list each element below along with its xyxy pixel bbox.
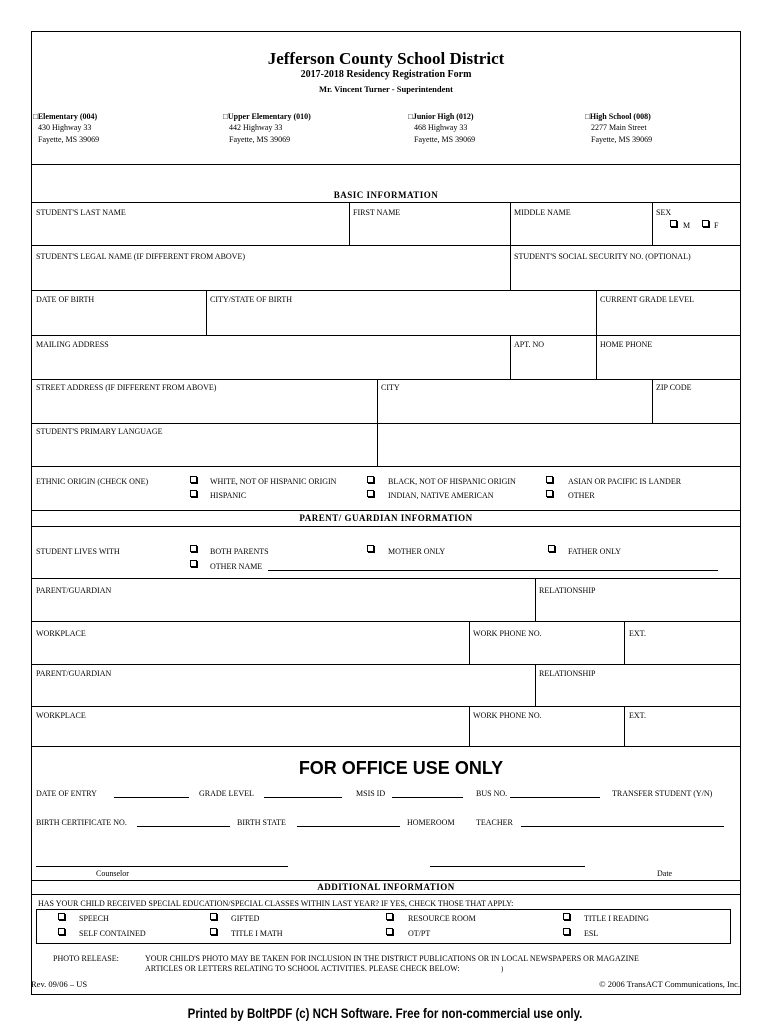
speech-label: SPEECH: [79, 914, 109, 923]
col-line: [596, 290, 597, 335]
title1-reading-checkbox[interactable]: [563, 913, 570, 920]
ethnic-label: ETHNIC ORIGIN (CHECK ONE): [36, 477, 149, 486]
sex-f-label: F: [714, 221, 719, 230]
title1-math-label: TITLE I MATH: [231, 929, 283, 938]
speech-checkbox[interactable]: [58, 913, 65, 920]
checkbox-icon[interactable]: □: [585, 112, 590, 121]
photo-release-label: PHOTO RELEASE:: [53, 954, 119, 963]
both-parents-label: BOTH PARENTS: [210, 547, 269, 556]
col-line: [469, 706, 470, 746]
printed-by-watermark: Printed by BoltPDF (c) NCH Software. Free for non-commercial use only.: [187, 1005, 583, 1021]
col-line: [510, 202, 511, 245]
row-line: [31, 510, 741, 511]
row-line: [31, 706, 741, 707]
ssn-label: STUDENT'S SOCIAL SECURITY NO. (OPTIONAL): [514, 252, 691, 261]
date-line[interactable]: [430, 866, 585, 867]
work-phone1-label: WORK PHONE NO.: [473, 629, 542, 638]
middle-name-label: MIDDLE NAME: [514, 208, 571, 217]
father-only-label: FATHER ONLY: [568, 547, 622, 556]
relationship2-label: RELATIONSHIP: [539, 669, 596, 678]
col-line: [510, 245, 511, 290]
row-line: [31, 245, 741, 246]
checkbox-icon[interactable]: □: [33, 112, 38, 121]
row-line: [31, 335, 741, 336]
home-phone-label: HOME PHONE: [600, 340, 653, 349]
ethnic-white-checkbox[interactable]: [190, 476, 197, 483]
other-name-label: OTHER NAME: [210, 562, 263, 571]
last-name-label: STUDENT'S LAST NAME: [36, 208, 126, 217]
row-line: [31, 621, 741, 622]
ext1-label: EXT.: [629, 629, 646, 638]
col-line: [469, 621, 470, 664]
row-line: [31, 423, 741, 424]
row-line: [31, 466, 741, 467]
grade-level-label: GRADE LEVEL: [199, 789, 254, 798]
row-line: [31, 526, 741, 527]
revision: Rev. 09/06 – US: [31, 979, 88, 989]
first-name-label: FIRST NAME: [353, 208, 401, 217]
mother-only-label: MOTHER ONLY: [388, 547, 446, 556]
workplace2-label: WORKPLACE: [36, 711, 86, 720]
row-line: [31, 746, 741, 747]
district-title: Jefferson County School District: [267, 49, 505, 68]
teacher-label: TEACHER: [476, 818, 513, 827]
birth-cert-field[interactable]: [137, 826, 230, 827]
row-line: [31, 894, 741, 895]
birth-state-field[interactable]: [297, 826, 400, 827]
counselor-line[interactable]: [36, 866, 288, 867]
checkbox-icon[interactable]: □: [223, 112, 228, 121]
msis-field[interactable]: [392, 797, 463, 798]
additional-title: ADDITIONAL INFORMATION: [317, 882, 455, 892]
office-title: FOR OFFICE USE ONLY: [298, 758, 504, 778]
col-line: [624, 706, 625, 746]
workplace1-label: WORKPLACE: [36, 629, 86, 638]
sex-label: SEX: [656, 208, 672, 217]
superintendent: Mr. Vincent Turner - Superintendent: [319, 84, 453, 94]
sex-f-checkbox[interactable]: [702, 220, 709, 227]
row-line: [31, 880, 741, 881]
msis-label: MSIS ID: [356, 789, 386, 798]
photo-release-text-2: ARTICLES OR LETTERS RELATING TO SCHOOL ACTIVITIES. PLEASE CHECK BELOW:: [145, 964, 460, 973]
ot-pt-checkbox[interactable]: [386, 928, 393, 935]
teacher-field[interactable]: [521, 826, 724, 827]
relationship1-label: RELATIONSHIP: [539, 586, 596, 595]
sex-m-checkbox[interactable]: [670, 220, 677, 227]
form-title: 2017-2018 Residency Registration Form: [300, 69, 472, 80]
gifted-checkbox[interactable]: [210, 913, 217, 920]
birth-state-label: BIRTH STATE: [237, 818, 286, 827]
row-line: [31, 202, 741, 203]
col-line: [349, 202, 350, 245]
ethnic-other-label: OTHER: [568, 491, 595, 500]
col-line: [652, 202, 653, 245]
other-name-field[interactable]: [268, 570, 718, 571]
date-label: Date: [657, 869, 673, 878]
row-line: [31, 664, 741, 665]
ethnic-hispanic-label: HISPANIC: [210, 491, 247, 500]
col-line: [624, 621, 625, 664]
col-line: [206, 290, 207, 335]
row-line: [31, 379, 741, 380]
grade-level-field[interactable]: [264, 797, 342, 798]
ethnic-other-checkbox[interactable]: [546, 490, 553, 497]
ethnic-indian-label: INDIAN, NATIVE AMERICAN: [388, 491, 494, 500]
counselor-label: Counselor: [96, 869, 129, 878]
col-line: [596, 335, 597, 379]
other-name-checkbox[interactable]: [190, 560, 197, 567]
zip-label: ZIP CODE: [656, 383, 692, 392]
self-contained-checkbox[interactable]: [58, 928, 65, 935]
photo-release-checkmark[interactable]: ): [501, 965, 504, 973]
checkbox-icon[interactable]: □: [408, 112, 413, 121]
homeroom-label: HOMEROOM: [407, 818, 455, 827]
birth-cert-label: BIRTH CERTIFICATE NO.: [36, 818, 127, 827]
date-entry-label: DATE OF ENTRY: [36, 789, 97, 798]
grade-label: CURRENT GRADE LEVEL: [600, 295, 695, 304]
bus-field[interactable]: [510, 797, 600, 798]
row-line: [31, 578, 741, 579]
parent-info-title: PARENT/ GUARDIAN INFORMATION: [299, 513, 473, 523]
apt-label: APT. NO: [514, 340, 545, 349]
language-label: STUDENT'S PRIMARY LANGUAGE: [36, 427, 163, 436]
work-phone2-label: WORK PHONE NO.: [473, 711, 542, 720]
date-entry-field[interactable]: [114, 797, 189, 798]
transfer-label: TRANSFER STUDENT (Y/N): [612, 789, 713, 798]
copyright: © 2006 TransACT Communications, Inc.: [599, 979, 740, 989]
ethnic-asian-checkbox[interactable]: [546, 476, 553, 483]
esl-checkbox[interactable]: [563, 928, 570, 935]
col-line: [535, 578, 536, 621]
ot-pt-label: OT/PT: [408, 929, 431, 938]
resource-room-checkbox[interactable]: [386, 913, 393, 920]
city-label: CITY: [381, 383, 400, 392]
dob-label: DATE OF BIRTH: [36, 295, 95, 304]
sex-m-label: M: [683, 221, 691, 230]
resource-room-label: RESOURCE ROOM: [408, 914, 476, 923]
basic-info-title: BASIC INFORMATION: [333, 190, 439, 200]
ethnic-black-label: BLACK, NOT OF HISPANIC ORIGIN: [388, 477, 516, 486]
col-line: [652, 379, 653, 423]
ethnic-indian-checkbox[interactable]: [367, 490, 374, 497]
header-divider: [31, 164, 741, 165]
street-label: STREET ADDRESS (IF DIFFERENT FROM ABOVE): [36, 383, 217, 392]
lives-with-label: STUDENT LIVES WITH: [36, 547, 120, 556]
ext2-label: EXT.: [629, 711, 646, 720]
bus-label: BUS NO.: [476, 789, 508, 798]
ethnic-black-checkbox[interactable]: [367, 476, 374, 483]
birth-city-label: CITY/STATE OF BIRTH: [210, 295, 292, 304]
col-line: [535, 664, 536, 706]
ethnic-white-label: WHITE, NOT OF HISPANIC ORIGIN: [210, 477, 337, 486]
sped-question: HAS YOUR CHILD RECEIVED SPECIAL EDUCATION/SPECIAL CLASSES WITHIN LAST YEAR? IF YES, CHECK THOSE THAT APPLY:: [38, 899, 514, 908]
esl-label: ESL: [584, 929, 599, 938]
guardian2-label: PARENT/GUARDIAN: [36, 669, 112, 678]
self-contained-label: SELF CONTAINED: [79, 929, 146, 938]
ethnic-asian-label: ASIAN OR PACIFIC IS LANDER: [568, 477, 682, 486]
father-only-checkbox[interactable]: [548, 545, 555, 552]
row-line: [31, 290, 741, 291]
title1-math-checkbox[interactable]: [210, 928, 217, 935]
mother-only-checkbox[interactable]: [367, 545, 374, 552]
ethnic-hispanic-checkbox[interactable]: [190, 490, 197, 497]
guardian1-label: PARENT/GUARDIAN: [36, 586, 112, 595]
title1-reading-label: TITLE I READING: [584, 914, 649, 923]
both-parents-checkbox[interactable]: [190, 545, 197, 552]
mailing-label: MAILING ADDRESS: [36, 340, 109, 349]
col-line: [510, 335, 511, 379]
gifted-label: GIFTED: [231, 914, 260, 923]
photo-release-text-1: YOUR CHILD'S PHOTO MAY BE TAKEN FOR INCLUSION IN THE DISTRICT PUBLICATIONS OR IN LOCAL NEWSPAPERS OR MAGAZINE: [145, 954, 639, 963]
legal-name-label: STUDENT'S LEGAL NAME (IF DIFFERENT FROM ABOVE): [36, 252, 246, 261]
